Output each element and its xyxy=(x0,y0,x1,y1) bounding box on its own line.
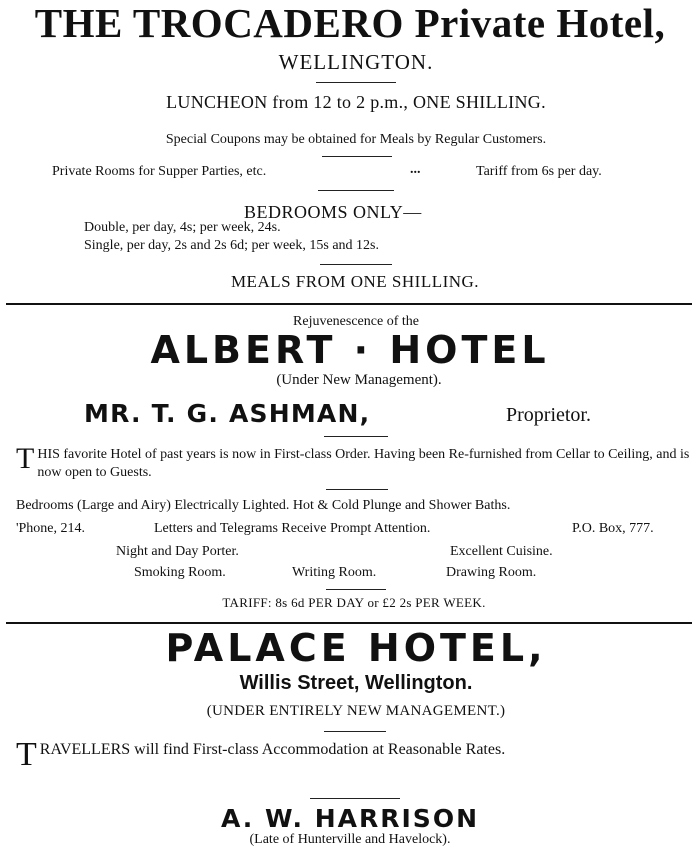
trocadero-title: THE TROCADERO Private Hotel, xyxy=(34,0,666,46)
trocadero-location: WELLINGTON. xyxy=(278,50,434,74)
albert-name: ALBERT · HOTEL xyxy=(150,328,550,372)
albert-phone: 'Phone, 214. xyxy=(16,521,86,536)
divider xyxy=(326,589,386,590)
divider xyxy=(320,264,392,265)
albert-porter: Night and Day Porter. xyxy=(116,544,239,559)
trocadero-coupons: Special Coupons may be obtained for Meals by Regular Customers. xyxy=(165,132,547,147)
palace-travellers-block xyxy=(16,736,692,773)
palace-late: (Late of Hunterville and Havelock). xyxy=(249,832,451,847)
divider xyxy=(310,798,400,799)
palace-travellers: RAVELLERS will find First-class Accommodation at Reasonable Rates. xyxy=(39,741,506,758)
palace-name: PALACE HOTEL, xyxy=(165,626,547,670)
divider xyxy=(324,436,388,437)
albert-drawing: Drawing Room. xyxy=(446,565,537,580)
divider xyxy=(322,156,392,157)
albert-letters: Letters and Telegrams Receive Prompt Attention. xyxy=(154,521,431,536)
trocadero-separator: ... xyxy=(410,162,421,177)
trocadero-luncheon: LUNCHEON from 12 to 2 p.m., ONE SHILLING. xyxy=(166,92,546,112)
divider xyxy=(326,489,388,490)
albert-bedrooms: Bedrooms (Large and Airy) Electrically Lighted. Hot & Cold Plunge and Shower Baths. xyxy=(16,498,511,513)
albert-management: (Under New Management). xyxy=(276,372,442,388)
trocadero-tariff: Tariff from 6s per day. xyxy=(476,164,602,179)
section-rule xyxy=(6,622,692,624)
trocadero-meals: MEALS FROM ONE SHILLING. xyxy=(230,272,480,291)
albert-smoking: Smoking Room. xyxy=(134,565,226,580)
albert-po-box: P.O. Box, 777. xyxy=(572,521,654,536)
divider xyxy=(316,82,396,83)
albert-proprietor-name: MR. T. G. ASHMAN, xyxy=(84,399,371,428)
trocadero-private-rooms: Private Rooms for Supper Parties, etc. xyxy=(52,164,267,179)
albert-tariff: TARIFF: 8s 6d PER DAY or £2 2s PER WEEK. xyxy=(222,595,486,610)
albert-intro: Rejuvenescence of the xyxy=(293,314,419,329)
albert-description: HIS favorite Hotel of past years is now in First-class Order. Having been Re-furnished from Cellar to Ceiling, and is now open to Guests. xyxy=(37,447,690,480)
albert-cuisine: Excellent Cuisine. xyxy=(450,544,553,559)
trocadero-single: Single, per day, 2s and 2s 6d; per week, 15s and 12s. xyxy=(84,238,379,253)
albert-description-block xyxy=(16,442,690,482)
palace-management: (UNDER ENTIRELY NEW MANAGEMENT.) xyxy=(206,703,506,719)
divider xyxy=(324,731,386,732)
trocadero-double: Double, per day, 4s; per week, 24s. xyxy=(84,220,281,235)
trocadero-bedrooms-heading: BEDROOMS ONLY— xyxy=(244,202,422,222)
palace-dropcap: T xyxy=(16,736,37,773)
palace-proprietor: A. W. HARRISON xyxy=(220,804,479,833)
albert-proprietor-title: Proprietor. xyxy=(506,404,591,426)
albert-dropcap: T xyxy=(16,442,35,475)
albert-writing: Writing Room. xyxy=(292,565,377,580)
palace-street: Willis Street, Wellington. xyxy=(239,672,473,694)
divider xyxy=(318,190,394,191)
section-rule xyxy=(6,303,692,305)
